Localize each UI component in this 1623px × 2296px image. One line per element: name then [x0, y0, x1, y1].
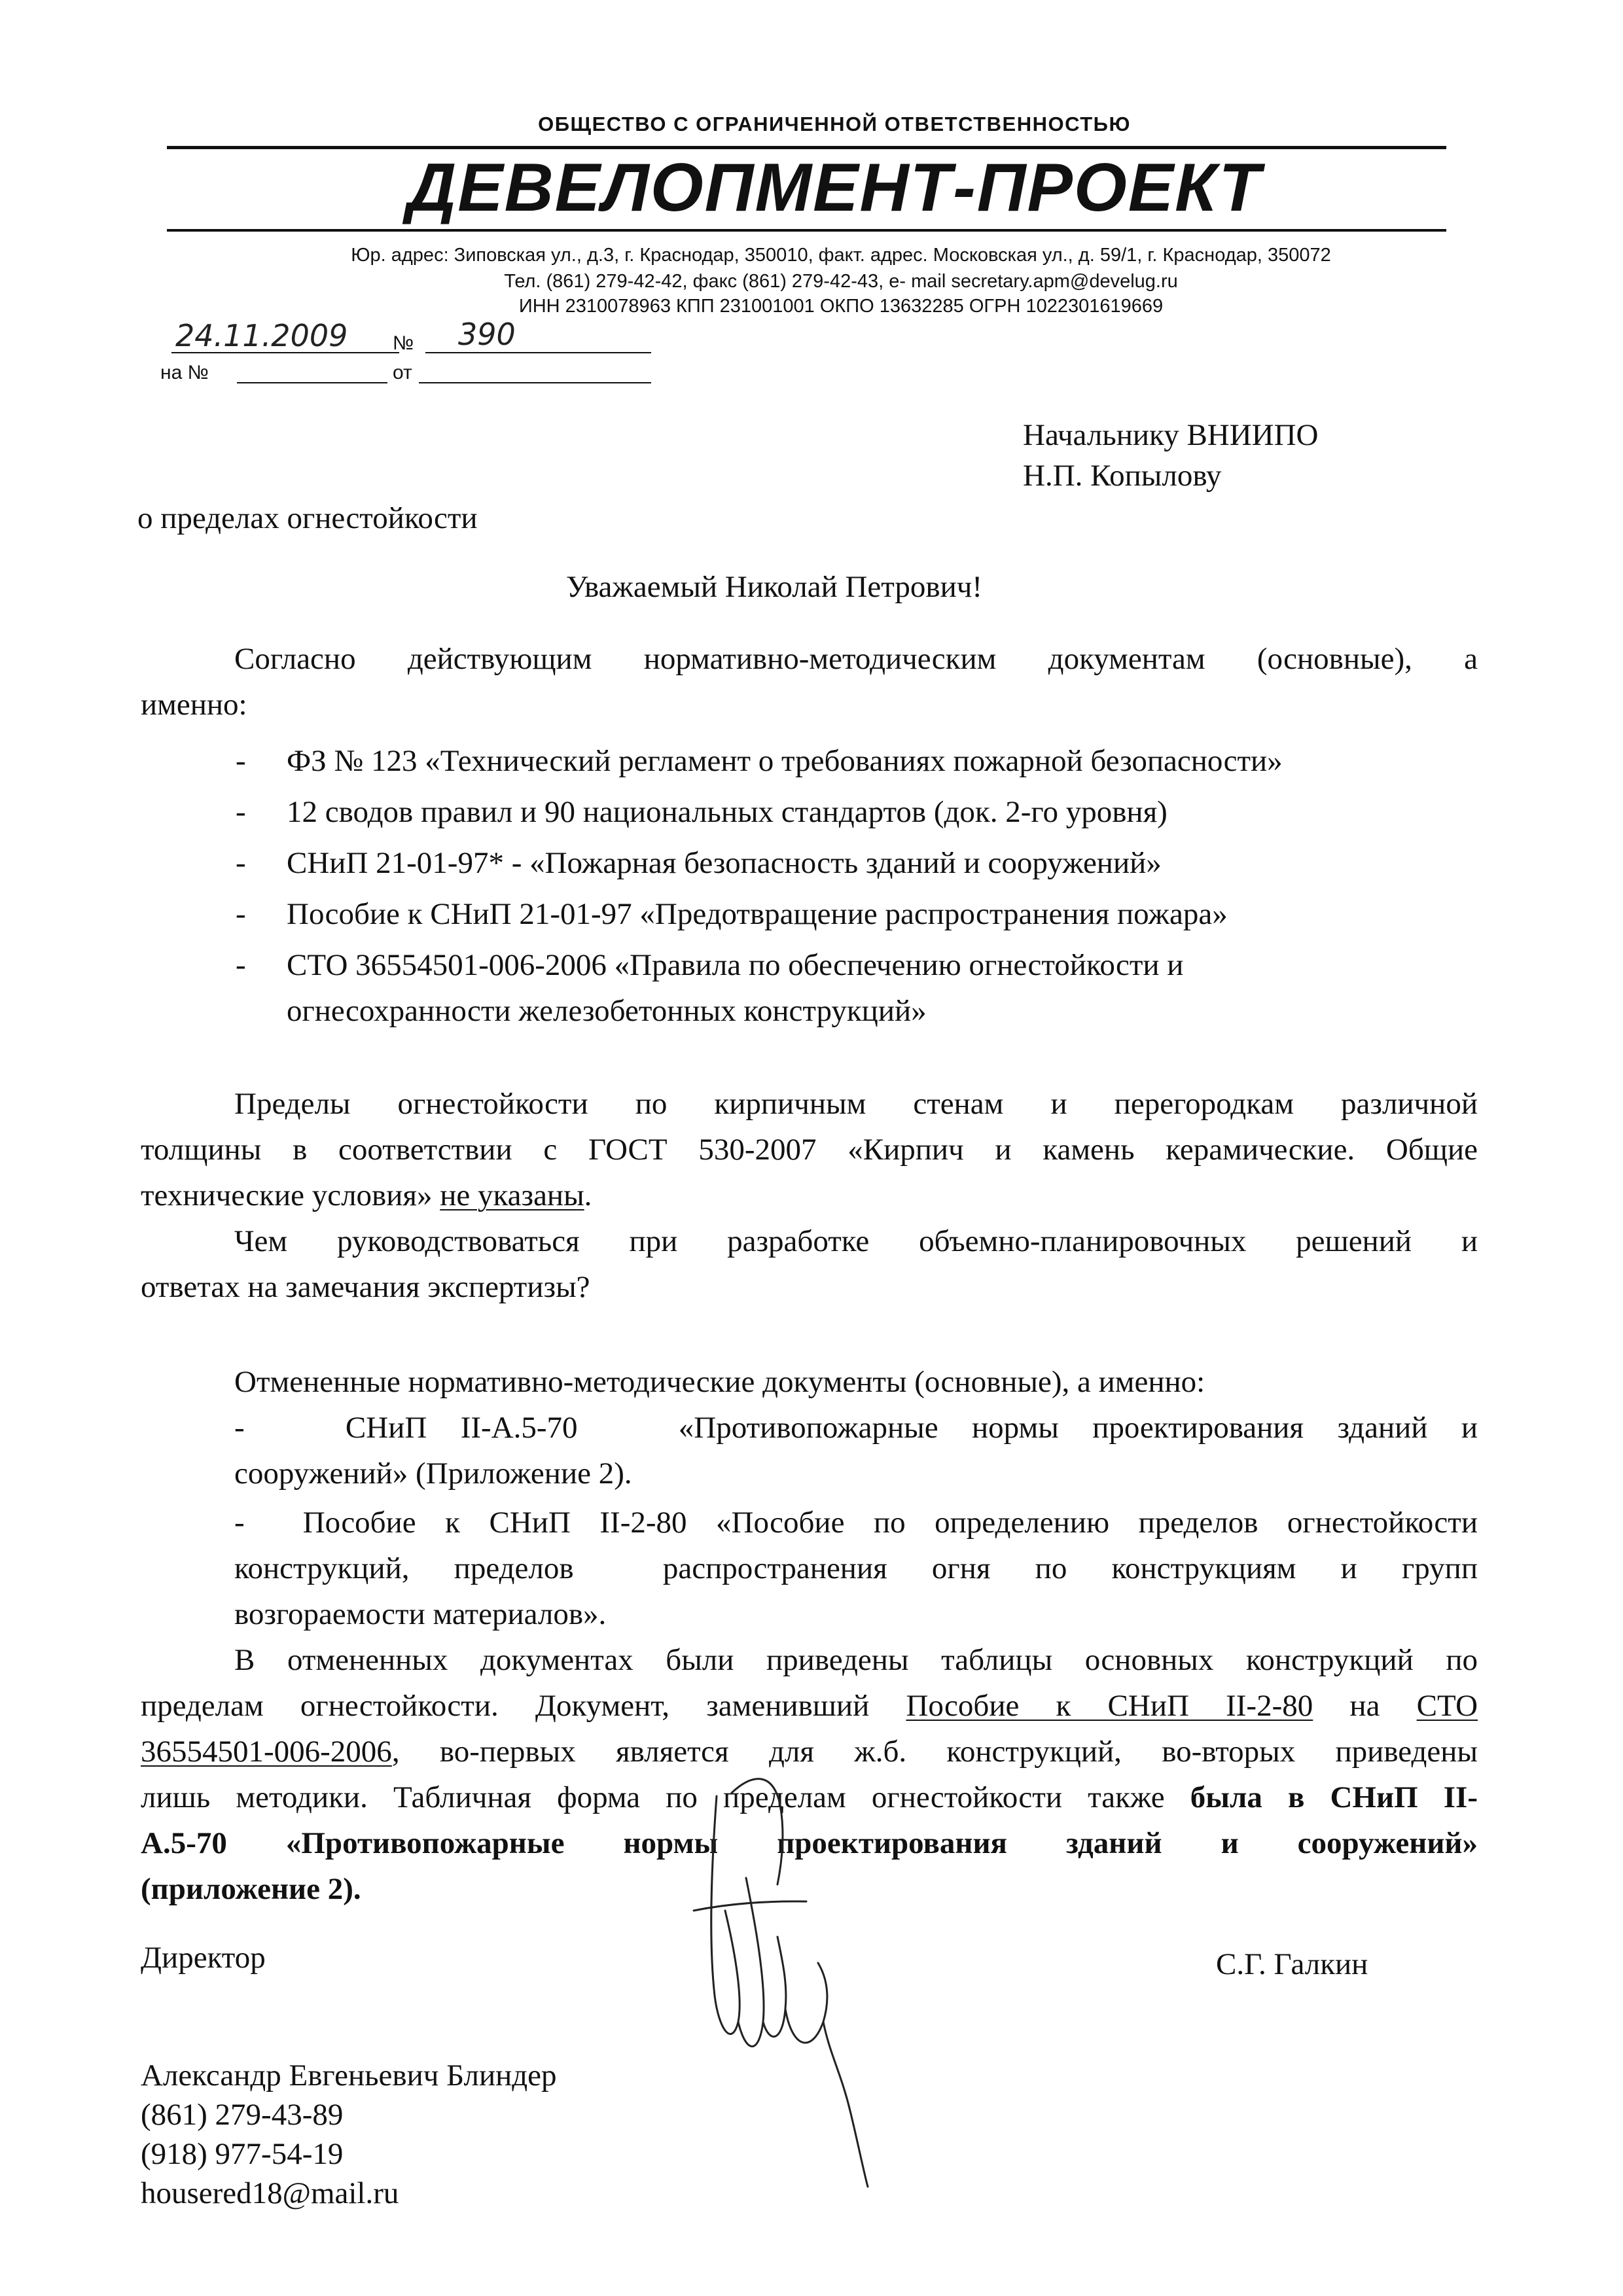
tables-line-1: В отмененных документах были приведены таблицы основных конструкций по	[234, 1643, 1478, 1677]
question-line-1: Чем руководствоваться при разработке объемно-планировочных решений и	[234, 1224, 1478, 1258]
tables-line-6: (приложение 2).	[141, 1872, 361, 1906]
limits-period: .	[584, 1178, 592, 1212]
company-name: ДЕВЕЛОПМЕНТ-ПРОЕКТ	[407, 150, 1262, 226]
signatory-name: С.Г. Галкин	[1216, 1947, 1368, 1981]
signatory-position: Директор	[141, 1941, 266, 1975]
company-address: Юр. адрес: Зиповская ул., д.3, г. Краснодар, 350010, факт. адрес. Московская ул., д. 59/1, г. Краснодар, 350072	[351, 245, 1331, 266]
list-item: Пособие к СНиП 21-01-97 «Предотвращение распространения пожара»	[287, 897, 1228, 931]
tables-text: , во-первых является для ж.б. конструкций, во-вторых приведены	[391, 1735, 1478, 1769]
outgoing-number: 390	[458, 317, 516, 352]
manual-reference: Пособие к СНиП II-2-80	[906, 1689, 1313, 1723]
limits-line-1: Пределы огнестойкости по кирпичным стенам и перегородкам различной	[234, 1087, 1478, 1121]
reference-from-label: от	[393, 362, 412, 383]
cancelled-item-1-cont: сооружений» (Приложение 2).	[234, 1457, 632, 1491]
tables-text: лишь методики. Табличная форма по пределам огнестойкости также	[141, 1780, 1190, 1814]
executor-email: housered18@mail.ru	[141, 2176, 399, 2210]
letterhead-bottom-rule	[167, 229, 1446, 232]
handwritten-signature	[654, 1747, 929, 2192]
intro-line-2: именно:	[141, 688, 247, 722]
list-item-continuation: огнесохранности железобетонных конструкций»	[287, 994, 927, 1028]
outgoing-number-label: №	[393, 332, 414, 354]
reference-date-line	[419, 382, 651, 383]
cancelled-item-1: - СНиП II-А.5-70 «Противопожарные нормы проектирования зданий и	[234, 1411, 1478, 1445]
cancelled-item-2: - Пособие к СНиП II-2-80 «Пособие по определению пределов огнестойкости	[234, 1506, 1478, 1540]
reference-number-label: на №	[160, 362, 209, 383]
not-specified-emphasis: не указаны	[440, 1178, 584, 1212]
executor-name: Александр Евгеньевич Блиндер	[141, 2058, 557, 2093]
question-line-2: ответах на замечания экспертизы?	[141, 1270, 590, 1304]
limits-line-3	[141, 1178, 592, 1213]
standard-number: 36554501-006-2006	[141, 1735, 392, 1769]
organization-type: ОБЩЕСТВО С ОГРАНИЧЕННОЙ ОТВЕТСТВЕННОСТЬЮ	[538, 113, 1131, 135]
tables-bold-text: была в СНиП II-	[1190, 1780, 1478, 1814]
list-bullet: -	[236, 744, 246, 778]
standard-reference: СТО	[1416, 1689, 1478, 1723]
tables-line-2	[141, 1688, 1478, 1723]
outgoing-date: 24.11.2009	[175, 318, 348, 353]
tables-text: пределам огнестойкости. Документ, заменивший	[141, 1689, 906, 1723]
list-bullet: -	[236, 897, 246, 931]
list-item: 12 сводов правил и 90 национальных стандартов (док. 2-го уровня)	[287, 795, 1168, 829]
list-bullet: -	[236, 795, 246, 829]
executor-phone-2: (918) 977-54-19	[141, 2137, 344, 2171]
outgoing-number-line	[425, 352, 651, 353]
executor-phone-1: (861) 279-43-89	[141, 2098, 344, 2132]
tables-text: на	[1313, 1689, 1417, 1723]
company-contacts: Тел. (861) 279-42-42, факс (861) 279-42-43, e- mail secretary.apm@develug.ru	[504, 271, 1178, 292]
list-item: ФЗ № 123 «Технический регламент о требованиях пожарной безопасности»	[287, 744, 1283, 778]
list-bullet: -	[236, 846, 246, 880]
outgoing-date-line	[171, 352, 399, 353]
cancelled-item-2-cont: конструкций, пределов распространения огня по конструкциям и групп	[234, 1551, 1478, 1585]
cancelled-item-2-end: возгораемости материалов».	[234, 1597, 607, 1631]
letterhead-top-rule	[167, 146, 1446, 149]
limits-text: технические условия»	[141, 1178, 440, 1212]
cancelled-intro: Отмененные нормативно-методические документы (основные), а именно:	[234, 1365, 1205, 1399]
intro-line-1: Согласно действующим нормативно-методическим документам (основные), а	[234, 642, 1478, 676]
salutation: Уважаемый Николай Петрович!	[566, 570, 983, 604]
list-bullet: -	[236, 948, 246, 982]
list-item: СТО 36554501-006-2006 «Правила по обеспечению огнестойкости и	[287, 948, 1184, 982]
reference-number-line	[237, 382, 387, 383]
letter-subject: о пределах огнестойкости	[137, 501, 478, 535]
addressee-name: Н.П. Копылову	[1023, 459, 1222, 493]
company-registration: ИНН 2310078963 КПП 231001001 ОКПО 13632285 ОГРН 1022301619669	[518, 296, 1164, 317]
limits-line-2: толщины в соответствии с ГОСТ 530-2007 «Кирпич и камень керамические. Общие	[141, 1133, 1478, 1167]
tables-line-5: А.5-70 «Противопожарные нормы проектирования зданий и сооружений»	[141, 1826, 1478, 1860]
addressee-position: Начальнику ВНИИПО	[1023, 418, 1319, 452]
list-item: СНиП 21-01-97* - «Пожарная безопасность зданий и сооружений»	[287, 846, 1162, 880]
